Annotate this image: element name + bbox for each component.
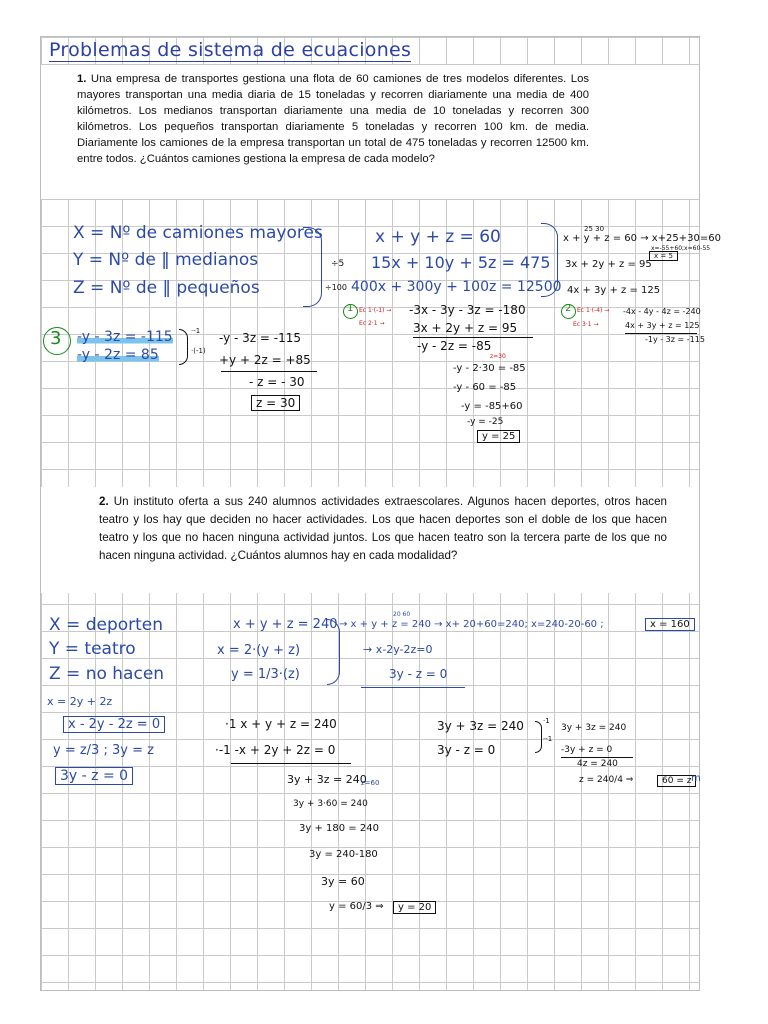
- sys1-eq3: 400x + 300y + 100z = 12500: [351, 279, 562, 295]
- p2-zeq: z=60: [361, 779, 380, 787]
- p2-ystep-4: 3y = 60: [321, 875, 365, 888]
- div5-op: ÷5: [331, 259, 345, 269]
- p2-sys2-1: 3y + 3z = 240: [437, 719, 524, 733]
- p2-eq-y: y = z/3 ; 3y = z: [53, 743, 154, 758]
- def-z: Z = Nº de ‖ pequeños: [73, 278, 260, 298]
- step2-sum: -1y - 3z = -115: [645, 335, 705, 344]
- eq3-a-text: -y - 3z = -115: [77, 329, 173, 345]
- p2-elim-2: ·-1 -x + 2y + 2z = 0: [215, 743, 336, 757]
- p2-sys-eq3: y = 1/3·(z): [231, 667, 300, 682]
- notebook-page: [40, 36, 721, 991]
- ystep-3: -y = -85+60: [461, 401, 523, 412]
- p2-sys2-line: [561, 757, 633, 758]
- problem2-number: 2.: [99, 495, 109, 508]
- simpl-eq2: 3x + 2y + z = 95: [565, 259, 652, 270]
- p2-note1: x = 2y + 2z: [47, 695, 113, 708]
- sys1-eq1: x + y + z = 60: [375, 227, 501, 247]
- eq3-brace: [179, 329, 188, 365]
- ec1-op-b: Ec 1·(-4) →: [577, 307, 610, 314]
- p2-sub-values: 20 60: [393, 611, 411, 618]
- step2-sum-line: [625, 333, 697, 334]
- z-result: z = 30: [251, 395, 300, 411]
- p2-sys-eq1: x + y + z = 240: [233, 617, 338, 632]
- eq3-b-text: -y - 2z = 85: [77, 347, 159, 363]
- div100-op: ÷100: [325, 283, 347, 292]
- step1-number: 1: [347, 303, 354, 314]
- p2-sys-eq2: x = 2·(y + z): [217, 643, 301, 658]
- p2-elim-1: ·1 x + y + z = 240: [225, 717, 337, 731]
- defs-brace: [303, 227, 322, 307]
- eq3b-3: - z = - 30: [249, 375, 305, 389]
- problem1-body: Una empresa de transportes gestiona una flota de 60 camiones de tres modelos diferentes. Los mayores transportan una media diaria de 15 toneladas y recorren diariamente una media de 400 kilómetros. Los medianos transportan diariamente una media de 10 toneladas y recorren 300 kilómetros. Los pequeños transportan diariamente 5 toneladas y recorren 100 km. de media. Diariamente los camiones de la empresa transportan un total de 475 toneladas y recorren 12500 km. entre todos. ¿Cuántos camiones gestiona la empresa de cada modelo?: [77, 73, 589, 165]
- p2-sys2b-1: 3y + 3z = 240: [561, 723, 627, 733]
- step2-number: 2: [565, 303, 572, 314]
- step3-number: 3: [50, 328, 62, 349]
- x-result-work: x=-55+60;x=60-55: [651, 245, 711, 252]
- p2-x-result: x = 160: [645, 618, 695, 631]
- problem1-number: 1.: [77, 73, 87, 85]
- step1-eq2: 3x + 2y + z = 95: [413, 321, 518, 335]
- sys1-eq2: 15x + 10y + 5z = 475: [371, 253, 551, 272]
- p2-z-result: 60 = z: [657, 775, 696, 787]
- ec1-op-a: Ec 1·(-1) →: [359, 307, 392, 314]
- simpl-eq1: x + y + z = 60 → x+25+30=60: [563, 233, 721, 244]
- step2-eq1: -4x - 4y - 4z = -240: [623, 307, 701, 316]
- eq3-a: [77, 329, 173, 345]
- p2-y-result: y = 20: [393, 901, 436, 914]
- p2-sys2b-2: -3y + z = 0: [561, 745, 613, 755]
- eq3-b: [77, 347, 159, 363]
- problem2-text: [99, 493, 667, 565]
- step1-sum-line: [413, 337, 533, 338]
- def-y: Y = Nº de ‖ medianos: [73, 250, 259, 270]
- ec2-op-a: Ec 2·1 →: [359, 320, 385, 327]
- p2-sys2-brace: [535, 721, 542, 753]
- p2-zfrac: z = 240/4 ⇒: [579, 775, 634, 785]
- p2-def-y: Y = teatro: [49, 639, 136, 659]
- p2-ystep-1: 3y + 3·60 = 240: [293, 799, 368, 809]
- step2-eq2: 4x + 3y + z = 125: [625, 321, 700, 330]
- sub-values: 25 30: [584, 225, 605, 233]
- p2-mid-1: → x-2y-2z=0: [363, 643, 433, 656]
- page-title: Problemas de sistema de ecuaciones: [49, 39, 412, 61]
- x-result: x = 5: [649, 251, 678, 261]
- problem2-body: Un instituto oferta a sus 240 alumnos actividades extraescolares. Algunos hacen deportes, otros hacen teatro y los hay que deciden no hacer actividades. Los que hacen deportes son el doble de los que hacen teatro y los que no hacen ninguna actividad juntos. Los que hacen teatro son la tercera parte de los que no hacen ninguna actividad. ¿Cuántos alumnos hay en cada modalidad?: [99, 495, 667, 562]
- simpl-eq3: 4x + 3y + z = 125: [567, 285, 661, 296]
- ec3-op-b: Ec 3·1 →: [573, 321, 599, 328]
- p2-op-2: ·-1: [543, 735, 553, 743]
- eq3-op2: ·(-1): [191, 347, 206, 355]
- p2-ystep-3: 3y = 240-180: [309, 849, 378, 860]
- z30-note: z=30: [490, 353, 506, 360]
- p2-mid-2: 3y - z = 0: [389, 667, 448, 681]
- y-result: y = 25: [477, 430, 520, 443]
- step1-sum: -y - 2z = -85: [417, 339, 492, 353]
- p2-box-a: x - 2y - 2z = 0: [63, 716, 165, 733]
- step1-eq1: -3x - 3y - 3z = -180: [409, 303, 526, 317]
- p2-def-z: Z = no hacen: [49, 664, 165, 684]
- eq3b-2: +y + 2z = +85: [219, 353, 311, 367]
- p2-sum: 3y + 3z = 240: [287, 773, 367, 786]
- eq3b-1: -y - 3z = -115: [219, 331, 302, 345]
- p2-yeq: y = 60/3 ⇒: [329, 901, 384, 912]
- def-x: X = Nº de camiones mayores: [73, 223, 323, 243]
- p2-box-b: 3y - z = 0: [55, 767, 133, 785]
- ystep-2: -y - 60 = -85: [453, 382, 517, 393]
- problem1-text: [77, 71, 589, 167]
- p2-ystep-2: 3y + 180 = 240: [299, 823, 379, 834]
- sys1-brace: [541, 223, 558, 297]
- p2-op-1: ·1: [543, 717, 550, 725]
- p2-def-x: X = deporten: [49, 615, 164, 635]
- p2-mid-line: [361, 687, 465, 688]
- eq3-op1: ·-1: [191, 327, 201, 335]
- eq3b-sum-line: [221, 371, 317, 372]
- p2-chain: → x + y + z = 240 → x+ 20+60=240; x=240-20-60 ;: [339, 619, 604, 630]
- ystep-4: -y = -25: [467, 417, 504, 427]
- p2-m: m: [691, 773, 701, 784]
- p2-elim-line: [231, 763, 351, 764]
- p2-z4: 4z = 240: [577, 759, 618, 769]
- p2-sys2-2: 3y - z = 0: [437, 743, 496, 757]
- ystep-1: -y - 2·30 = -85: [453, 363, 526, 374]
